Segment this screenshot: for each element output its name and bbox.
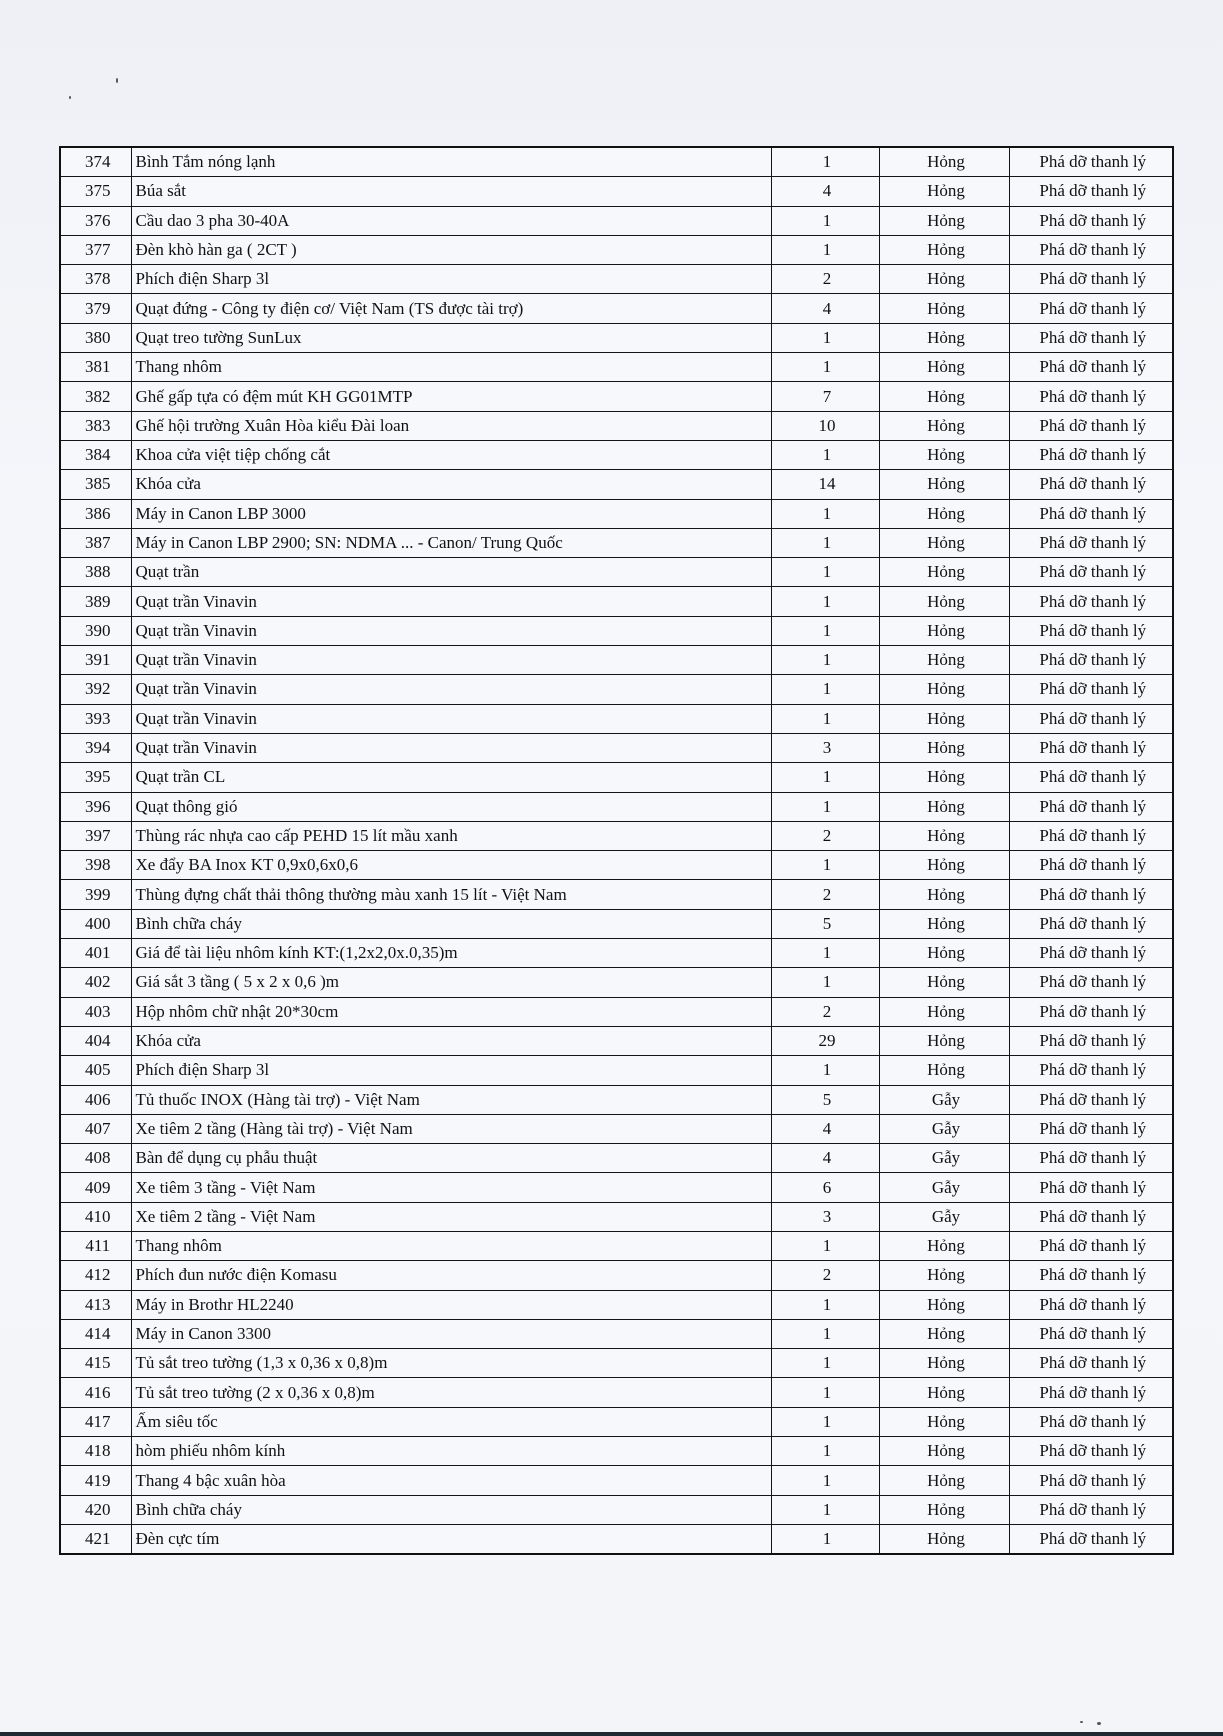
row-number-cell: 410 (60, 1202, 131, 1231)
item-name-cell: Máy in Brothr HL2240 (131, 1290, 771, 1319)
item-name-cell: Quạt treo tường SunLux (131, 323, 771, 352)
action-cell: Phá dỡ thanh lý (1009, 499, 1173, 528)
quantity-cell: 1 (771, 851, 879, 880)
status-cell: Hỏng (879, 675, 1009, 704)
status-cell: Hỏng (879, 851, 1009, 880)
quantity-cell: 7 (771, 382, 879, 411)
action-cell: Phá dỡ thanh lý (1009, 177, 1173, 206)
row-number-cell: 421 (60, 1524, 131, 1554)
row-number-cell: 391 (60, 646, 131, 675)
row-number-cell: 411 (60, 1231, 131, 1260)
row-number-cell: 415 (60, 1349, 131, 1378)
table-row (60, 587, 1173, 616)
row-number-cell: 403 (60, 997, 131, 1026)
quantity-cell: 1 (771, 616, 879, 645)
action-cell: Phá dỡ thanh lý (1009, 1378, 1173, 1407)
table-row (60, 470, 1173, 499)
status-cell: Hỏng (879, 1378, 1009, 1407)
item-name-cell: Xe tiêm 2 tầng (Hàng tài trợ) - Việt Nam (131, 1114, 771, 1143)
item-name-cell: Khóa cửa (131, 1026, 771, 1055)
row-number-cell: 393 (60, 704, 131, 733)
action-cell: Phá dỡ thanh lý (1009, 1114, 1173, 1143)
quantity-cell: 1 (771, 675, 879, 704)
status-cell: Hỏng (879, 470, 1009, 499)
item-name-cell: Thùng đựng chất thải thông thường màu xanh 15 lít - Việt Nam (131, 880, 771, 909)
action-cell: Phá dỡ thanh lý (1009, 470, 1173, 499)
quantity-cell: 1 (771, 353, 879, 382)
action-cell: Phá dỡ thanh lý (1009, 675, 1173, 704)
item-name-cell: Quạt trần Vinavin (131, 675, 771, 704)
row-number-cell: 399 (60, 880, 131, 909)
item-name-cell: Máy in Canon LBP 3000 (131, 499, 771, 528)
item-name-cell: Quạt trần CL (131, 763, 771, 792)
row-number-cell: 406 (60, 1085, 131, 1114)
table-row (60, 411, 1173, 440)
row-number-cell: 387 (60, 528, 131, 557)
action-cell: Phá dỡ thanh lý (1009, 1319, 1173, 1348)
action-cell: Phá dỡ thanh lý (1009, 880, 1173, 909)
table-row (60, 880, 1173, 909)
status-cell: Hỏng (879, 528, 1009, 557)
row-number-cell: 409 (60, 1173, 131, 1202)
table-row (60, 1349, 1173, 1378)
row-number-cell: 381 (60, 353, 131, 382)
action-cell: Phá dỡ thanh lý (1009, 294, 1173, 323)
action-cell: Phá dỡ thanh lý (1009, 646, 1173, 675)
quantity-cell: 1 (771, 558, 879, 587)
table-row (60, 851, 1173, 880)
quantity-cell: 4 (771, 294, 879, 323)
table-row (60, 1319, 1173, 1348)
status-cell: Hỏng (879, 1524, 1009, 1554)
table-row (60, 792, 1173, 821)
scan-speck (116, 78, 118, 83)
table-row (60, 704, 1173, 733)
item-name-cell: Phích đun nước điện Komasu (131, 1261, 771, 1290)
row-number-cell: 395 (60, 763, 131, 792)
item-name-cell: Xe tiêm 3 tầng - Việt Nam (131, 1173, 771, 1202)
table-row (60, 528, 1173, 557)
row-number-cell: 408 (60, 1144, 131, 1173)
table-row (60, 1437, 1173, 1466)
table-row (60, 206, 1173, 235)
item-name-cell: Quạt đứng - Công ty điện cơ/ Việt Nam (TS được tài trợ) (131, 294, 771, 323)
row-number-cell: 404 (60, 1026, 131, 1055)
action-cell: Phá dỡ thanh lý (1009, 704, 1173, 733)
row-number-cell: 417 (60, 1407, 131, 1436)
row-number-cell: 374 (60, 147, 131, 177)
status-cell: Hỏng (879, 1407, 1009, 1436)
action-cell: Phá dỡ thanh lý (1009, 323, 1173, 352)
table-row (60, 1056, 1173, 1085)
row-number-cell: 401 (60, 939, 131, 968)
item-name-cell: Đèn khò hàn ga ( 2CT ) (131, 235, 771, 264)
row-number-cell: 397 (60, 821, 131, 850)
table-row (60, 147, 1173, 177)
quantity-cell: 2 (771, 880, 879, 909)
table-row (60, 1466, 1173, 1495)
action-cell: Phá dỡ thanh lý (1009, 1202, 1173, 1231)
action-cell: Phá dỡ thanh lý (1009, 411, 1173, 440)
quantity-cell: 1 (771, 235, 879, 264)
row-number-cell: 377 (60, 235, 131, 264)
table-row (60, 177, 1173, 206)
table-body (60, 147, 1173, 1554)
action-cell: Phá dỡ thanh lý (1009, 147, 1173, 177)
quantity-cell: 29 (771, 1026, 879, 1055)
item-name-cell: Xe đẩy BA Inox KT 0,9x0,6x0,6 (131, 851, 771, 880)
status-cell: Hỏng (879, 1231, 1009, 1260)
quantity-cell: 1 (771, 206, 879, 235)
quantity-cell: 1 (771, 1319, 879, 1348)
status-cell: Hỏng (879, 733, 1009, 762)
table-row (60, 1524, 1173, 1554)
action-cell: Phá dỡ thanh lý (1009, 763, 1173, 792)
action-cell: Phá dỡ thanh lý (1009, 558, 1173, 587)
table-row (60, 558, 1173, 587)
item-name-cell: Giá sắt 3 tầng ( 5 x 2 x 0,6 )m (131, 968, 771, 997)
row-number-cell: 414 (60, 1319, 131, 1348)
row-number-cell: 400 (60, 909, 131, 938)
item-name-cell: Đèn cực tím (131, 1524, 771, 1554)
quantity-cell: 10 (771, 411, 879, 440)
action-cell: Phá dỡ thanh lý (1009, 1085, 1173, 1114)
quantity-cell: 4 (771, 1144, 879, 1173)
action-cell: Phá dỡ thanh lý (1009, 997, 1173, 1026)
quantity-cell: 1 (771, 1437, 879, 1466)
table-row (60, 1378, 1173, 1407)
status-cell: Hỏng (879, 1466, 1009, 1495)
asset-disposal-table (59, 146, 1174, 1555)
action-cell: Phá dỡ thanh lý (1009, 968, 1173, 997)
status-cell: Hỏng (879, 1026, 1009, 1055)
item-name-cell: Tủ sắt treo tường (2 x 0,36 x 0,8)m (131, 1378, 771, 1407)
status-cell: Hỏng (879, 1261, 1009, 1290)
status-cell: Hỏng (879, 177, 1009, 206)
row-number-cell: 396 (60, 792, 131, 821)
table-row (60, 1290, 1173, 1319)
quantity-cell: 1 (771, 968, 879, 997)
item-name-cell: Quạt trần Vinavin (131, 587, 771, 616)
row-number-cell: 386 (60, 499, 131, 528)
quantity-cell: 14 (771, 470, 879, 499)
item-name-cell: Tủ sắt treo tường (1,3 x 0,36 x 0,8)m (131, 1349, 771, 1378)
row-number-cell: 392 (60, 675, 131, 704)
row-number-cell: 383 (60, 411, 131, 440)
item-name-cell: Bình chữa cháy (131, 909, 771, 938)
status-cell: Hỏng (879, 558, 1009, 587)
table-row (60, 968, 1173, 997)
row-number-cell: 412 (60, 1261, 131, 1290)
item-name-cell: Quạt trần (131, 558, 771, 587)
status-cell: Hỏng (879, 821, 1009, 850)
item-name-cell: Bàn để dụng cụ phẫu thuật (131, 1144, 771, 1173)
quantity-cell: 1 (771, 440, 879, 469)
row-number-cell: 382 (60, 382, 131, 411)
table-row (60, 675, 1173, 704)
row-number-cell: 407 (60, 1114, 131, 1143)
status-cell: Gẫy (879, 1114, 1009, 1143)
status-cell: Hỏng (879, 353, 1009, 382)
item-name-cell: Thùng rác nhựa cao cấp PEHD 15 lít mầu xanh (131, 821, 771, 850)
quantity-cell: 3 (771, 1202, 879, 1231)
table-row (60, 1085, 1173, 1114)
scan-speck (69, 96, 71, 99)
quantity-cell: 1 (771, 1378, 879, 1407)
status-cell: Hỏng (879, 704, 1009, 733)
status-cell: Hỏng (879, 763, 1009, 792)
action-cell: Phá dỡ thanh lý (1009, 1026, 1173, 1055)
status-cell: Gẫy (879, 1173, 1009, 1202)
row-number-cell: 398 (60, 851, 131, 880)
item-name-cell: Ấm siêu tốc (131, 1407, 771, 1436)
table-row (60, 1231, 1173, 1260)
row-number-cell: 379 (60, 294, 131, 323)
quantity-cell: 1 (771, 646, 879, 675)
quantity-cell: 4 (771, 177, 879, 206)
quantity-cell: 1 (771, 763, 879, 792)
status-cell: Hỏng (879, 587, 1009, 616)
quantity-cell: 4 (771, 1114, 879, 1143)
quantity-cell: 1 (771, 1407, 879, 1436)
item-name-cell: Bình Tắm nóng lạnh (131, 147, 771, 177)
table-row (60, 646, 1173, 675)
quantity-cell: 3 (771, 733, 879, 762)
action-cell: Phá dỡ thanh lý (1009, 440, 1173, 469)
item-name-cell: Tủ thuốc INOX (Hàng tài trợ) - Việt Nam (131, 1085, 771, 1114)
status-cell: Gẫy (879, 1085, 1009, 1114)
scan-edge (0, 1732, 1223, 1736)
item-name-cell: Ghế gấp tựa có đệm mút KH GG01MTP (131, 382, 771, 411)
status-cell: Hỏng (879, 440, 1009, 469)
table-row (60, 939, 1173, 968)
quantity-cell: 1 (771, 1349, 879, 1378)
action-cell: Phá dỡ thanh lý (1009, 353, 1173, 382)
status-cell: Hỏng (879, 1319, 1009, 1348)
item-name-cell: Búa sắt (131, 177, 771, 206)
status-cell: Hỏng (879, 265, 1009, 294)
quantity-cell: 1 (771, 1231, 879, 1260)
item-name-cell: Quạt trần Vinavin (131, 733, 771, 762)
table-row (60, 323, 1173, 352)
row-number-cell: 378 (60, 265, 131, 294)
item-name-cell: Cầu dao 3 pha 30-40A (131, 206, 771, 235)
table-row (60, 1026, 1173, 1055)
table-row (60, 1407, 1173, 1436)
action-cell: Phá dỡ thanh lý (1009, 733, 1173, 762)
quantity-cell: 1 (771, 704, 879, 733)
row-number-cell: 390 (60, 616, 131, 645)
status-cell: Hỏng (879, 382, 1009, 411)
status-cell: Hỏng (879, 997, 1009, 1026)
status-cell: Hỏng (879, 1437, 1009, 1466)
action-cell: Phá dỡ thanh lý (1009, 792, 1173, 821)
status-cell: Hỏng (879, 499, 1009, 528)
row-number-cell: 375 (60, 177, 131, 206)
row-number-cell: 419 (60, 1466, 131, 1495)
table-row (60, 294, 1173, 323)
table-row (60, 265, 1173, 294)
item-name-cell: Thang nhôm (131, 353, 771, 382)
quantity-cell: 1 (771, 147, 879, 177)
item-name-cell: Thang 4 bậc xuân hòa (131, 1466, 771, 1495)
action-cell: Phá dỡ thanh lý (1009, 1056, 1173, 1085)
action-cell: Phá dỡ thanh lý (1009, 1261, 1173, 1290)
table-row (60, 235, 1173, 264)
item-name-cell: Quạt trần Vinavin (131, 704, 771, 733)
table-row (60, 499, 1173, 528)
action-cell: Phá dỡ thanh lý (1009, 382, 1173, 411)
action-cell: Phá dỡ thanh lý (1009, 1349, 1173, 1378)
action-cell: Phá dỡ thanh lý (1009, 909, 1173, 938)
table-row (60, 1202, 1173, 1231)
item-name-cell: Quạt thông gió (131, 792, 771, 821)
action-cell: Phá dỡ thanh lý (1009, 1290, 1173, 1319)
status-cell: Gẫy (879, 1144, 1009, 1173)
status-cell: Hỏng (879, 294, 1009, 323)
item-name-cell: Giá để tài liệu nhôm kính KT:(1,2x2,0x.0,35)m (131, 939, 771, 968)
row-number-cell: 394 (60, 733, 131, 762)
status-cell: Hỏng (879, 616, 1009, 645)
action-cell: Phá dỡ thanh lý (1009, 528, 1173, 557)
table-row (60, 440, 1173, 469)
quantity-cell: 1 (771, 323, 879, 352)
row-number-cell: 380 (60, 323, 131, 352)
quantity-cell: 1 (771, 1524, 879, 1554)
row-number-cell: 376 (60, 206, 131, 235)
action-cell: Phá dỡ thanh lý (1009, 265, 1173, 294)
status-cell: Hỏng (879, 880, 1009, 909)
row-number-cell: 418 (60, 1437, 131, 1466)
row-number-cell: 405 (60, 1056, 131, 1085)
row-number-cell: 385 (60, 470, 131, 499)
table-row (60, 733, 1173, 762)
table-row (60, 1495, 1173, 1524)
quantity-cell: 1 (771, 587, 879, 616)
action-cell: Phá dỡ thanh lý (1009, 1437, 1173, 1466)
quantity-cell: 1 (771, 1056, 879, 1085)
status-cell: Hỏng (879, 323, 1009, 352)
status-cell: Hỏng (879, 411, 1009, 440)
quantity-cell: 5 (771, 1085, 879, 1114)
status-cell: Hỏng (879, 939, 1009, 968)
item-name-cell: Bình chữa cháy (131, 1495, 771, 1524)
table-row (60, 1261, 1173, 1290)
table-row (60, 616, 1173, 645)
table-row (60, 997, 1173, 1026)
item-name-cell: Khóa cửa (131, 470, 771, 499)
item-name-cell: Thang nhôm (131, 1231, 771, 1260)
item-name-cell: Máy in Canon LBP 2900; SN: NDMA ... - Canon/ Trung Quốc (131, 528, 771, 557)
quantity-cell: 2 (771, 1261, 879, 1290)
table-row (60, 909, 1173, 938)
status-cell: Hỏng (879, 147, 1009, 177)
item-name-cell: Quạt trần Vinavin (131, 616, 771, 645)
action-cell: Phá dỡ thanh lý (1009, 1495, 1173, 1524)
quantity-cell: 5 (771, 909, 879, 938)
status-cell: Gẫy (879, 1202, 1009, 1231)
item-name-cell: Khoa cửa việt tiệp chống cắt (131, 440, 771, 469)
status-cell: Hỏng (879, 646, 1009, 675)
status-cell: Hỏng (879, 1056, 1009, 1085)
action-cell: Phá dỡ thanh lý (1009, 1144, 1173, 1173)
row-number-cell: 402 (60, 968, 131, 997)
quantity-cell: 1 (771, 499, 879, 528)
status-cell: Hỏng (879, 792, 1009, 821)
row-number-cell: 420 (60, 1495, 131, 1524)
action-cell: Phá dỡ thanh lý (1009, 851, 1173, 880)
quantity-cell: 1 (771, 528, 879, 557)
quantity-cell: 1 (771, 1466, 879, 1495)
item-name-cell: Phích điện Sharp 3l (131, 1056, 771, 1085)
table-row (60, 353, 1173, 382)
scan-speck (1080, 1721, 1083, 1723)
action-cell: Phá dỡ thanh lý (1009, 235, 1173, 264)
action-cell: Phá dỡ thanh lý (1009, 616, 1173, 645)
row-number-cell: 416 (60, 1378, 131, 1407)
action-cell: Phá dỡ thanh lý (1009, 1466, 1173, 1495)
table-row (60, 763, 1173, 792)
quantity-cell: 1 (771, 1290, 879, 1319)
table-row (60, 382, 1173, 411)
item-name-cell: Phích điện Sharp 3l (131, 265, 771, 294)
action-cell: Phá dỡ thanh lý (1009, 821, 1173, 850)
item-name-cell: Ghế hội trường Xuân Hòa kiểu Đài loan (131, 411, 771, 440)
quantity-cell: 2 (771, 821, 879, 850)
status-cell: Hỏng (879, 1349, 1009, 1378)
action-cell: Phá dỡ thanh lý (1009, 587, 1173, 616)
status-cell: Hỏng (879, 1290, 1009, 1319)
row-number-cell: 384 (60, 440, 131, 469)
row-number-cell: 388 (60, 558, 131, 587)
status-cell: Hỏng (879, 968, 1009, 997)
quantity-cell: 6 (771, 1173, 879, 1202)
item-name-cell: Quạt trần Vinavin (131, 646, 771, 675)
action-cell: Phá dỡ thanh lý (1009, 206, 1173, 235)
status-cell: Hỏng (879, 909, 1009, 938)
action-cell: Phá dỡ thanh lý (1009, 1231, 1173, 1260)
row-number-cell: 413 (60, 1290, 131, 1319)
item-name-cell: hòm phiếu nhôm kính (131, 1437, 771, 1466)
quantity-cell: 2 (771, 265, 879, 294)
scan-speck (1097, 1722, 1101, 1725)
table-row (60, 821, 1173, 850)
quantity-cell: 1 (771, 1495, 879, 1524)
item-name-cell: Xe tiêm 2 tầng - Việt Nam (131, 1202, 771, 1231)
status-cell: Hỏng (879, 206, 1009, 235)
action-cell: Phá dỡ thanh lý (1009, 1173, 1173, 1202)
quantity-cell: 2 (771, 997, 879, 1026)
item-name-cell: Máy in Canon 3300 (131, 1319, 771, 1348)
status-cell: Hỏng (879, 1495, 1009, 1524)
table-row (60, 1173, 1173, 1202)
action-cell: Phá dỡ thanh lý (1009, 1524, 1173, 1554)
action-cell: Phá dỡ thanh lý (1009, 1407, 1173, 1436)
row-number-cell: 389 (60, 587, 131, 616)
table-row (60, 1114, 1173, 1143)
action-cell: Phá dỡ thanh lý (1009, 939, 1173, 968)
quantity-cell: 1 (771, 792, 879, 821)
item-name-cell: Hộp nhôm chữ nhật 20*30cm (131, 997, 771, 1026)
table-row (60, 1144, 1173, 1173)
status-cell: Hỏng (879, 235, 1009, 264)
quantity-cell: 1 (771, 939, 879, 968)
